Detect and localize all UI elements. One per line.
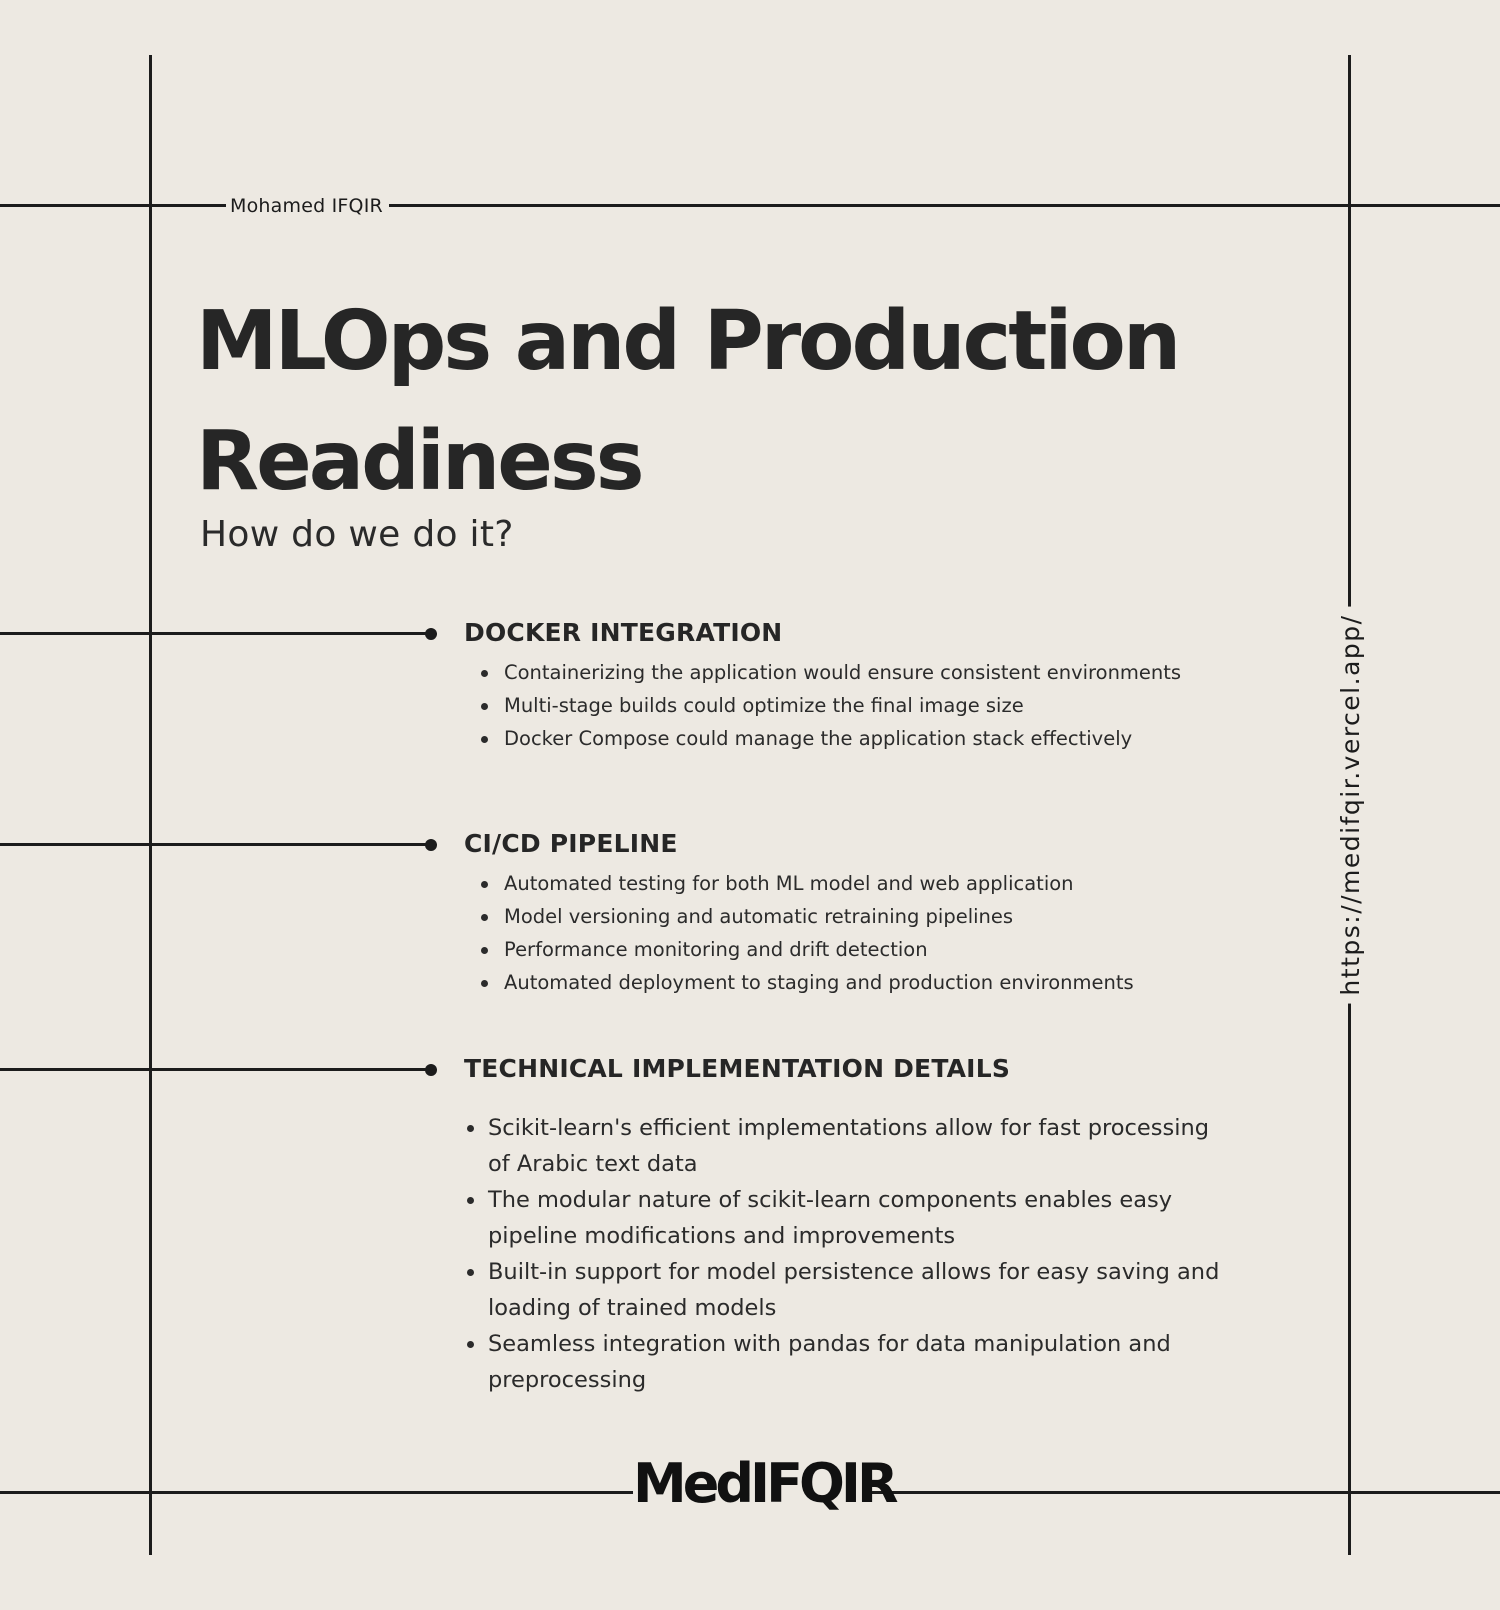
bullet-list <box>464 1110 1224 1398</box>
section-technical-implementation-details <box>464 1052 1224 1398</box>
page-title: MLOps and Production Readiness <box>196 294 1179 509</box>
list-item: Seamless integration with pandas for data manipulation and preprocessing <box>488 1326 1224 1398</box>
connector-dot-cicd <box>425 839 437 851</box>
list-item: Docker Compose could manage the application stack effectively <box>504 722 1224 755</box>
frame-horizontal-top <box>0 204 1500 207</box>
connector-dot-docker <box>425 628 437 640</box>
section-heading: DOCKER INTEGRATION <box>464 618 783 647</box>
list-item: Multi-stage builds could optimize the final image size <box>504 689 1224 722</box>
list-item: Built-in support for model persistence allows for easy saving and loading of trained models <box>488 1254 1224 1326</box>
list-item: The modular nature of scikit-learn components enables easy pipeline modifications and improvements <box>488 1182 1224 1254</box>
page-subtitle: How do we do it? <box>200 514 514 555</box>
bullet-list <box>464 656 1224 755</box>
bullet-list <box>464 867 1224 999</box>
website-url[interactable]: https://medifqir.vercel.app/ <box>1335 606 1367 1003</box>
list-item: Automated testing for both ML model and web application <box>504 867 1224 900</box>
author-name: Mohamed IFQIR <box>226 194 389 218</box>
connector-line-technical <box>0 1068 430 1071</box>
section-heading: CI/CD PIPELINE <box>464 829 678 858</box>
list-item: Containerizing the application would ensure consistent environments <box>504 656 1224 689</box>
connector-line-docker <box>0 632 430 635</box>
section-heading: TECHNICAL IMPLEMENTATION DETAILS <box>464 1054 1011 1083</box>
connector-dot-technical <box>425 1064 437 1076</box>
list-item: Model versioning and automatic retraining pipelines <box>504 900 1224 933</box>
list-item: Scikit-learn's efficient implementations allow for fast processing of Arabic text data <box>488 1110 1224 1182</box>
section-ci-cd-pipeline <box>464 827 1224 999</box>
connector-line-cicd <box>0 843 430 846</box>
list-item: Automated deployment to staging and production environments <box>504 966 1224 999</box>
frame-vertical-left <box>149 55 152 1555</box>
list-item: Performance monitoring and drift detection <box>504 933 1224 966</box>
section-docker-integration <box>464 616 1224 755</box>
brand-logo: MedIFQIR <box>633 1452 895 1515</box>
